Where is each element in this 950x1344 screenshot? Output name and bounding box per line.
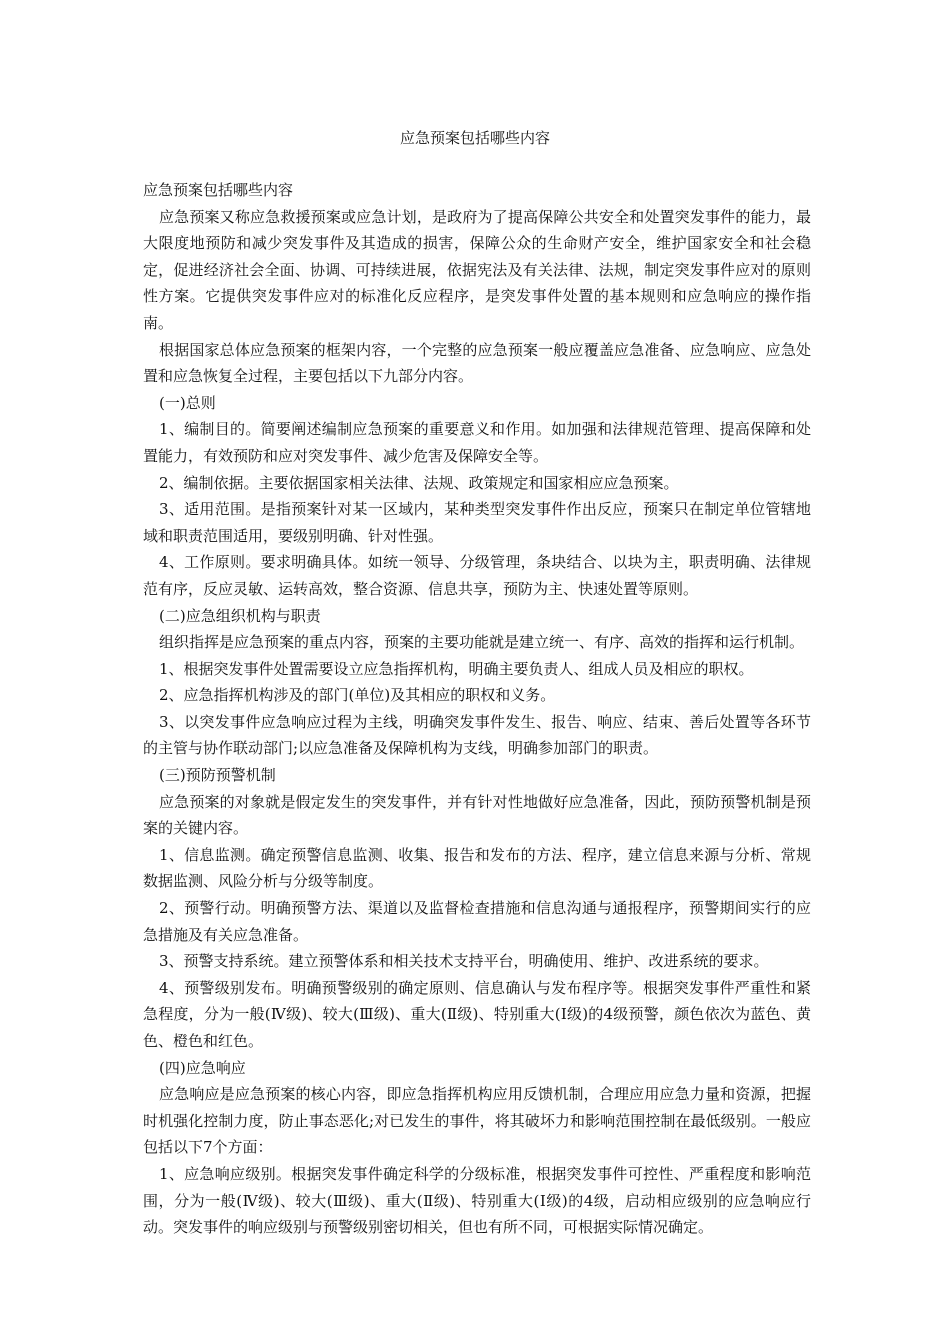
paragraph-prevention-intro: 应急预案的对象就是假定发生的突发事件，并有针对性地做好应急准备，因此，预防预警机制是预案的关键内容。 bbox=[143, 792, 811, 838]
section-heading-main: 应急预案包括哪些内容 bbox=[143, 181, 294, 199]
section-heading-general: (一)总则 bbox=[159, 393, 216, 412]
section-heading-response: (四)应急响应 bbox=[159, 1058, 246, 1077]
paragraph-definition: 应急预案又称应急救援预案或应急计划，是政府为了提高保障公共安全和处置突发事件的能力，最大限度地预防和减少突发事件及其造成的损害，保障公众的生命财产安全，维护国家安全和社会稳定，促进经济社会全面、协调、可持续进展，依据宪法及有关法律、法规，制定突发事件应对的原则性方案。它提供突发事件应对的标准化反应程序，是突发事件处置的基本规则和应急响应的操作指南。 bbox=[143, 207, 811, 332]
paragraph-warning-system: 3、预警支持系统。建立预警体系和相关技术支持平台，明确使用、维护、改进系统的要求。 bbox=[159, 952, 769, 971]
paragraph-basis: 2、编制依据。主要依据国家相关法律、法规、政策规定和国家相应应急预案。 bbox=[159, 473, 679, 492]
paragraph-response-intro: 应急响应是应急预案的核心内容，即应急指挥机构应用反馈机制，合理应用应急力量和资源，把握时机强化控制力度，防止事态恶化;对已发生的事件，将其破坏力和影响范围控制在最低级别。一般应包括以下7个方面： bbox=[143, 1085, 811, 1157]
paragraph-purpose: 1、编制目的。简要阐述编制应急预案的重要意义和作用。如加强和法律规范管理、提高保障和处置能力，有效预防和应对突发事件、减少危害及保障安全等。 bbox=[143, 420, 811, 465]
paragraph-framework: 根据国家总体应急预案的框架内容，一个完整的应急预案一般应覆盖应急准备、应急响应、应急处置和应急恢复全过程，主要包括以下九部分内容。 bbox=[143, 340, 811, 386]
section-heading-prevention: (三)预防预警机制 bbox=[159, 766, 276, 785]
paragraph-warning-action: 2、预警行动。明确预警方法、渠道以及监督检查措施和信息沟通与通报程序，预警期间实行的应急措施及有关应急准备。 bbox=[143, 899, 811, 944]
paragraph-response-levels: 1、应急响应级别。根据突发事件确定科学的分级标准，根据突发事件可控性、严重程度和影响范围，分为一般(Ⅳ级)、较大(Ⅲ级)、重大(Ⅱ级)、特别重大(Ⅰ级)的4级，启动相应级别的应急响应行动。突发事件的响应级别与预警级别密切相关，但也有所不同，可根据实际情况确定。 bbox=[143, 1164, 811, 1237]
section-heading-organization: (二)应急组织机构与职责 bbox=[159, 606, 321, 625]
paragraph-principles: 4、工作原则。要求明确具体。如统一领导、分级管理，条块结合、以块为主，职责明确、法律规范有序，反应灵敏、运转高效，整合资源、信息共享，预防为主、快速处置等原则。 bbox=[143, 553, 811, 598]
paragraph-warning-levels: 4、预警级别发布。明确预警级别的确定原则、信息确认与发布程序等。根据突发事件严重性和紧急程度，分为一般(Ⅳ级)、较大(Ⅲ级)、重大(Ⅱ级)、特别重大(Ⅰ级)的4级预警，颜色依次为蓝色、黄色、橙色和红色。 bbox=[143, 978, 811, 1050]
paragraph-command-3: 3、以突发事件应急响应过程为主线，明确突发事件发生、报告、响应、结束、善后处置等各环节的主管与协作联动部门;以应急准备及保障机构为支线，明确参加部门的职责。 bbox=[143, 712, 811, 758]
document-title: 应急预案包括哪些内容 bbox=[399, 129, 550, 147]
paragraph-monitoring: 1、信息监测。确定预警信息监测、收集、报告和发布的方法、程序，建立信息来源与分析、常规数据监测、风险分析与分级等制度。 bbox=[143, 845, 811, 891]
document-body bbox=[143, 177, 811, 1241]
paragraph-command-1: 1、根据突发事件处置需要设立应急指挥机构，明确主要负责人、组成人员及相应的职权。 bbox=[159, 659, 754, 678]
paragraph-scope: 3、适用范围。是指预案针对某一区域内，某种类型突发事件作出反应，预案只在制定单位管辖地域和职责范围适用，要级别明确、针对性强。 bbox=[143, 500, 811, 545]
paragraph-command-2: 2、应急指挥机构涉及的部门(单位)及其相应的职权和义务。 bbox=[159, 686, 556, 705]
paragraph-command: 组织指挥是应急预案的重点内容，预案的主要功能就是建立统一、有序、高效的指挥和运行机制。 bbox=[159, 633, 805, 652]
